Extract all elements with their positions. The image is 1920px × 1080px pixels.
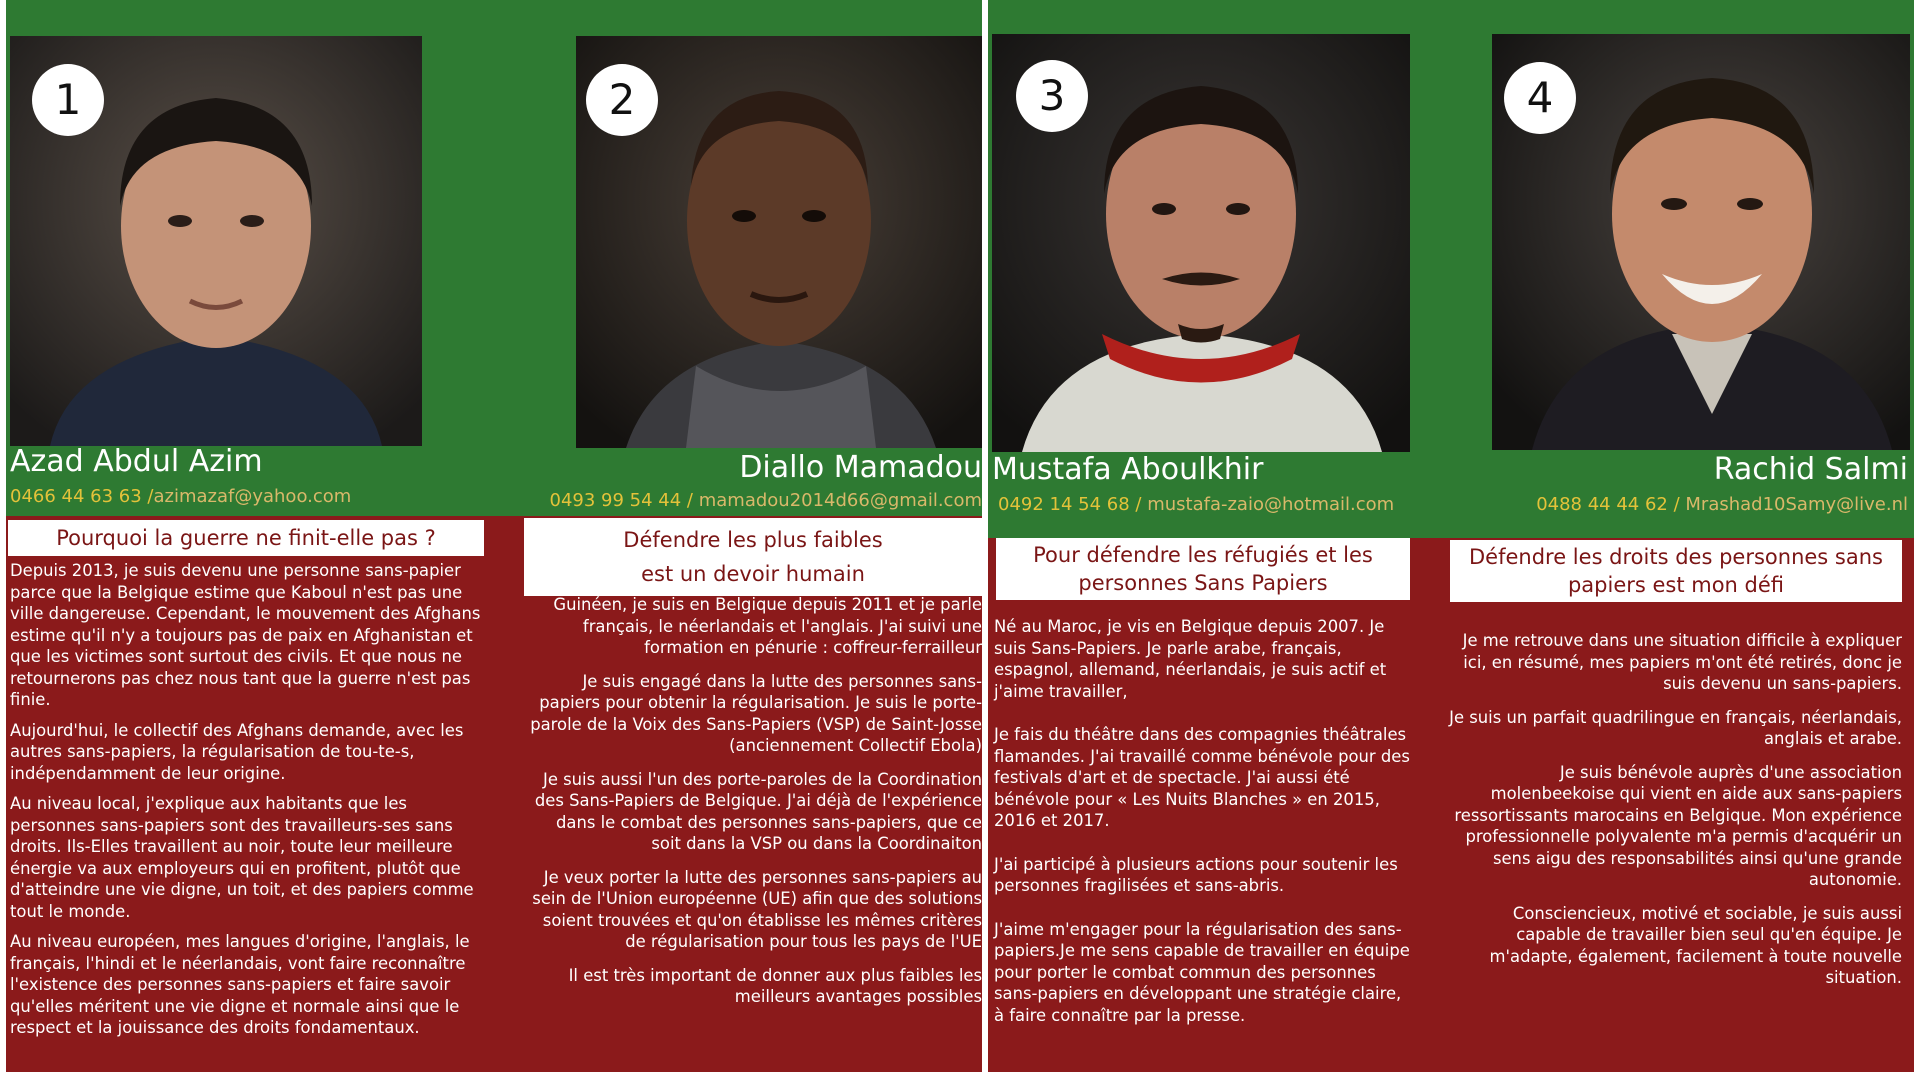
bio-paragraph: Je suis aussi l'un des porte-paroles de la Coordination des Sans-Papiers de Belgique. J'ai déjà de l'expérience dans le combat des personnes sans-papiers, que ce soit dans la VSP ou dans la Coordinaiton	[534, 769, 982, 853]
bio-paragraph: Depuis 2013, je suis devenu une personne sans-papier parce que la Belgique estime que Kaboul n'est pas une ville dangereuse. Cependant, le mouvement des Afghans estime qu'il n'y a toujours pas de paix en Afghanistan et que les victimes sont surtout des civils. Et que nous ne retournerons pas chez nous tant que la guerre n'est pas finie.	[10, 561, 481, 709]
candidate-number-badge: 3	[1016, 60, 1088, 132]
bio-paragraph: Je suis un parfait quadrilingue en français, néerlandais, anglais et arabe.	[1449, 707, 1902, 748]
phone-number: 0466 44 63 63	[10, 486, 142, 507]
candidate-headline: Défendre les droits des personnes sans papiers est mon défi	[1450, 540, 1902, 602]
candidate-number-badge: 2	[586, 64, 658, 136]
phone-number: 0493 99 54 44	[549, 490, 682, 511]
bio-paragraph: Je suis bénévole auprès d'une association molenbeekoise qui vient en aide aux sans-papiers ressortissants marocains en Belgique. Mon expérience professionnelle polyvalente m'a permis d'acquérir un sens aigu des responsabilités ainsi qu'une grande autonomie.	[1454, 762, 1902, 889]
bio-paragraph: Né au Maroc, je vis en Belgique depuis 2007. Je suis Sans-Papiers. Je parle arabe, français, espagnol, allemand, néerlandais, je suis actif et j'aime travailler,	[994, 617, 1387, 701]
bio-paragraph: Au niveau local, j'explique aux habitants que les personnes sans-papiers sont des travailleurs-ses sans droits. Ils-Elles travaillent au noir, toute leur meilleure énergie va aux employeurs qui en profitent, plutôt que d'atteindre une vie digne, un toit, et des papiers comme tout le monde.	[10, 794, 474, 921]
candidate-bio	[994, 616, 1414, 1035]
email-address: Mrashad10Samy@live.nl	[1685, 494, 1908, 515]
candidate-1	[6, 0, 496, 1072]
candidate-3-photo	[992, 34, 1410, 452]
headline-line: est un devoir humain	[641, 562, 865, 586]
phone-number: 0488 44 44 62	[1536, 494, 1668, 515]
candidate-number-badge: 1	[32, 64, 104, 136]
contact-separator: /	[1667, 494, 1686, 515]
candidate-name: Diallo Mamadou	[739, 450, 982, 485]
bio-paragraph: Je fais du théâtre dans des compagnies théâtrales flamandes. J'ai travaillé comme bénévole pour des festivals d'art et de spectacle. J'ai aussi été bénévole pour « Les Nuits Blanches » en 2015, 2016 et 2017.	[994, 725, 1410, 830]
right-panel	[988, 0, 1914, 1072]
candidate-contact	[10, 486, 351, 507]
left-panel	[6, 0, 982, 1072]
contact-separator: /	[681, 490, 699, 511]
candidate-bio	[1446, 630, 1902, 998]
email-address: azimazaf@yahoo.com	[153, 486, 352, 507]
email-address: mustafa-zaio@hotmail.com	[1147, 494, 1395, 515]
candidate-name: Azad Abdul Azim	[10, 444, 263, 479]
candidate-headline	[524, 518, 982, 596]
candidate-headline: Pour défendre les réfugiés et les personnes Sans Papiers	[996, 538, 1410, 600]
candidate-2	[524, 0, 982, 1072]
candidate-headline: Pourquoi la guerre ne finit-elle pas ?	[8, 520, 484, 556]
candidate-contact	[1536, 494, 1908, 515]
candidate-name: Rachid Salmi	[1713, 452, 1908, 487]
bio-paragraph: Il est très important de donner aux plus faibles les meilleurs avantages possibles	[568, 965, 982, 1006]
bio-paragraph: Je suis engagé dans la lutte des personnes sans-papiers pour obtenir la régularisation. Je suis le porte-parole de la Voix des Sans-Papiers (VSP) de Saint-Josse (anciennement Collectif Ebola)	[530, 671, 982, 755]
candidate-bio	[524, 594, 982, 1017]
bio-paragraph: Je me retrouve dans une situation difficile à expliquer ici, en résumé, mes papiers m'ont été retirés, donc je suis devenu un sans-papiers.	[1462, 631, 1902, 693]
candidate-bio	[10, 560, 488, 1048]
bio-paragraph: J'aime m'engager pour la régularisation des sans-papiers.Je me sens capable de travailler en équipe pour porter le combat commun des personnes sans-papiers en développant une stratégie claire, à faire connaître par la presse.	[994, 919, 1410, 1025]
candidate-4	[1446, 0, 1914, 1072]
bio-paragraph: J'ai participé à plusieurs actions pour soutenir les personnes fragilisées et sans-abris.	[994, 854, 1398, 895]
candidate-number-badge: 4	[1504, 62, 1576, 134]
contact-separator: /	[1129, 494, 1148, 515]
candidate-2-photo	[576, 36, 982, 448]
headline-line: Défendre les plus faibles	[623, 528, 883, 552]
candidate-4-photo	[1492, 34, 1910, 450]
bio-paragraph: Consciencieux, motivé et sociable, je suis aussi capable de travailler bien seul qu'en équipe. Je m'adapte, également, facilement à toute nouvelle situation.	[1489, 903, 1902, 987]
bio-paragraph: Aujourd'hui, le collectif des Afghans demande, avec les autres sans-papiers, la régularisation de tou-te-s, indépendamment de leur origine.	[10, 720, 464, 783]
bio-paragraph: Au niveau européen, mes langues d'origine, l'anglais, le français, l'hindi et le néerlandais, vont faire reconnaître l'existence des personnes sans-papiers et faire savoir qu'elles méritent une vie digne et normale ainsi que le respect et la jouissance des droits fondamentaux.	[10, 932, 470, 1037]
candidate-3	[988, 0, 1420, 1072]
bio-paragraph: Guinéen, je suis en Belgique depuis 2011 et je parle français, le néerlandais et l'anglais. J'ai suivi une formation en pénurie : coffreur-ferrailleur	[553, 595, 982, 657]
email-address: mamadou2014d66@gmail.com	[698, 490, 982, 511]
candidate-name: Mustafa Aboulkhir	[992, 452, 1264, 487]
phone-number: 0492 14 54 68	[998, 494, 1130, 515]
contact-separator: /	[141, 486, 154, 507]
candidate-contact	[998, 494, 1394, 515]
bio-paragraph: Je veux porter la lutte des personnes sans-papiers au sein de l'Union européenne (UE) afin que des solutions soient trouvées et qu'on établisse les mêmes critères de régularisation pour tous les pays de l'UE	[532, 867, 982, 951]
candidate-contact	[550, 490, 982, 511]
candidate-1-photo	[10, 36, 422, 446]
